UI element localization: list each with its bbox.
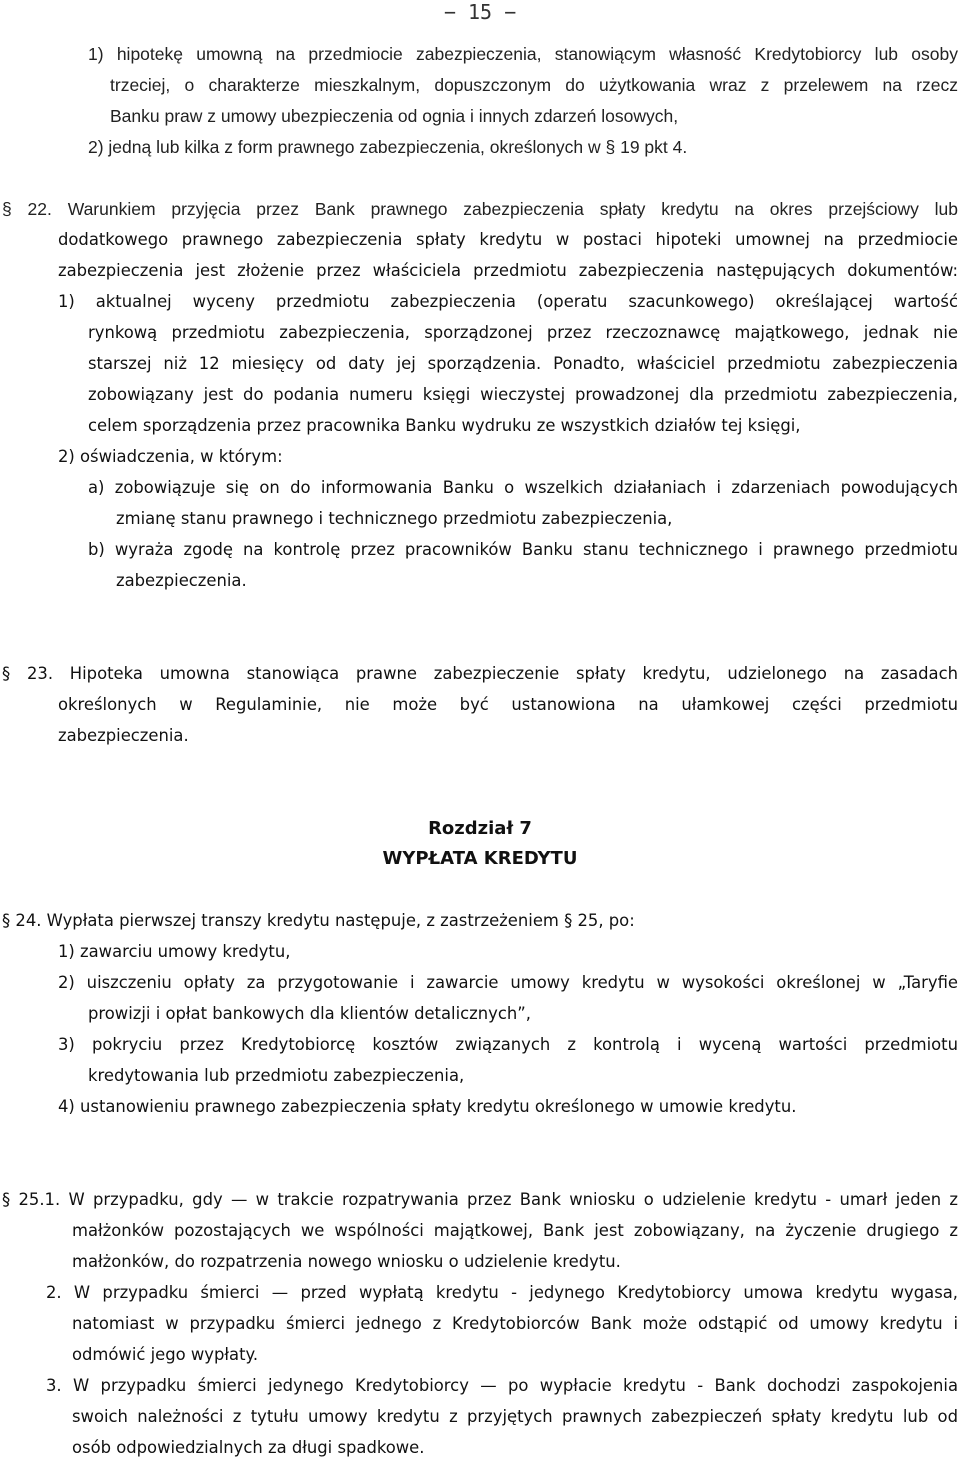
text-line: kredytowania lub przedmiotu zabezpieczenia, bbox=[88, 1066, 465, 1085]
paragraph-24-line: § 24. Wypłata pierwszej transzy kredytu następuje, z zastrzeżeniem § 25, po: bbox=[2, 911, 635, 930]
text-line: starszej niż 12 miesięcy od daty jej sporządzenia. Ponadto, właściciel przedmiotu zabezpieczenia bbox=[88, 354, 958, 373]
text-line: dodatkowego prawnego zabezpieczenia spłaty kredytu w postaci hipoteki umownej na przedmiocie bbox=[58, 230, 958, 249]
page-number: − 15 − bbox=[443, 0, 517, 24]
text-line: celem sporządzenia przez pracownika Banku wydruku ze wszystkich działów tej księgi, bbox=[88, 416, 801, 435]
text-line: 2) jedną lub kilka z form prawnego zabezpieczenia, określonych w § 19 pkt 4. bbox=[88, 137, 688, 157]
text-line: Banku praw z umowy ubezpieczenia od ognia i innych zdarzeń losowych, bbox=[110, 106, 679, 126]
text-line: 1) zawarciu umowy kredytu, bbox=[58, 942, 291, 961]
text-line: 2) uiszczeniu opłaty za przygotowanie i zawarcie umowy kredytu w wysokości określonej w „Taryfie bbox=[58, 973, 958, 992]
text-line: swoich należności z tytułu umowy kredytu z przyjętych prawnych zabezpieczeń spłaty kredytu lub od bbox=[72, 1407, 958, 1426]
text-line: zabezpieczenia. bbox=[116, 571, 247, 590]
text-line: zmianę stanu prawnego i technicznego przedmiotu zabezpieczenia, bbox=[116, 509, 673, 528]
text-line: b) wyraża zgodę na kontrolę przez pracowników Banku stanu technicznego i prawnego przedmiotu bbox=[88, 540, 958, 559]
chapter-number: Rozdział 7 bbox=[428, 818, 532, 839]
text-line: rynkową przedmiotu zabezpieczenia, sporządzonej przez rzeczoznawcę majątkowego, jednak nie bbox=[88, 323, 958, 342]
paragraph-23-line: § 23. Hipoteka umowna stanowiąca prawne zabezpieczenie spłaty kredytu, udzielonego na zasadach bbox=[2, 664, 958, 683]
text-line: osób odpowiedzialnych za długi spadkowe. bbox=[72, 1438, 425, 1457]
text-line: 1) hipotekę umowną na przedmiocie zabezpieczenia, stanowiącym własność Kredytobiorcy lub osoby bbox=[88, 44, 958, 64]
text-line: prowizji i opłat bankowych dla klientów detalicznych”, bbox=[88, 1004, 531, 1023]
text-line: trzeciej, o charakterze mieszkalnym, dopuszczonym do użytkowania wraz z przelewem na rzecz bbox=[110, 75, 958, 95]
text-line: małżonków pozostających we wspólności majątkowej, Bank jest zobowiązany, na życzenie drugiego z bbox=[72, 1221, 958, 1240]
text-line: natomiast w przypadku śmierci jednego z Kredytobiorców Bank może odstąpić od umowy kredytu i bbox=[72, 1314, 958, 1333]
text-line: zobowiązany jest do podania numeru księgi wieczystej prowadzonej dla przedmiotu zabezpieczenia, bbox=[88, 385, 958, 404]
text-line: zabezpieczenia jest złożenie przez właściciela przedmiotu zabezpieczenia następujących dokumentów: bbox=[58, 261, 958, 280]
text-line: 2) oświadczenia, w którym: bbox=[58, 447, 283, 466]
chapter-title: WYPŁATA KREDYTU bbox=[382, 848, 578, 869]
text-line: 3) pokryciu przez Kredytobiorcę kosztów związanych z kontrolą i wyceną wartości przedmiotu bbox=[58, 1035, 958, 1054]
text-line: 3. W przypadku śmierci jedynego Kredytobiorcy — po wypłacie kredytu - Bank dochodzi zaspokojenia bbox=[46, 1376, 958, 1395]
paragraph-22-line: § 22. Warunkiem przyjęcia przez Bank prawnego zabezpieczenia spłaty kredytu na okres przejściowy lub bbox=[2, 199, 958, 219]
text-line: 1) aktualnej wyceny przedmiotu zabezpieczenia (operatu szacunkowego) określającej wartość bbox=[58, 292, 958, 311]
paragraph-25-line: § 25.1. W przypadku, gdy — w trakcie rozpatrywania przez Bank wniosku o udzielenie kredytu - umarł jeden z bbox=[2, 1190, 958, 1209]
text-line: 4) ustanowieniu prawnego zabezpieczenia spłaty kredytu określonego w umowie kredytu. bbox=[58, 1097, 797, 1116]
text-line: odmówić jego wypłaty. bbox=[72, 1345, 259, 1364]
text-line: małżonków, do rozpatrzenia nowego wniosku o udzielenie kredytu. bbox=[72, 1252, 621, 1271]
text-line: a) zobowiązuje się on do informowania Banku o wszelkich działaniach i zdarzeniach powodujących bbox=[88, 478, 958, 497]
text-line: określonych w Regulaminie, nie może być ustanowiona na ułamkowej części przedmiotu bbox=[58, 695, 958, 714]
text-line: 2. W przypadku śmierci — przed wypłatą kredytu - jedynego Kredytobiorcy umowa kredytu wygasa, bbox=[46, 1283, 958, 1302]
text-line: zabezpieczenia. bbox=[58, 726, 189, 745]
